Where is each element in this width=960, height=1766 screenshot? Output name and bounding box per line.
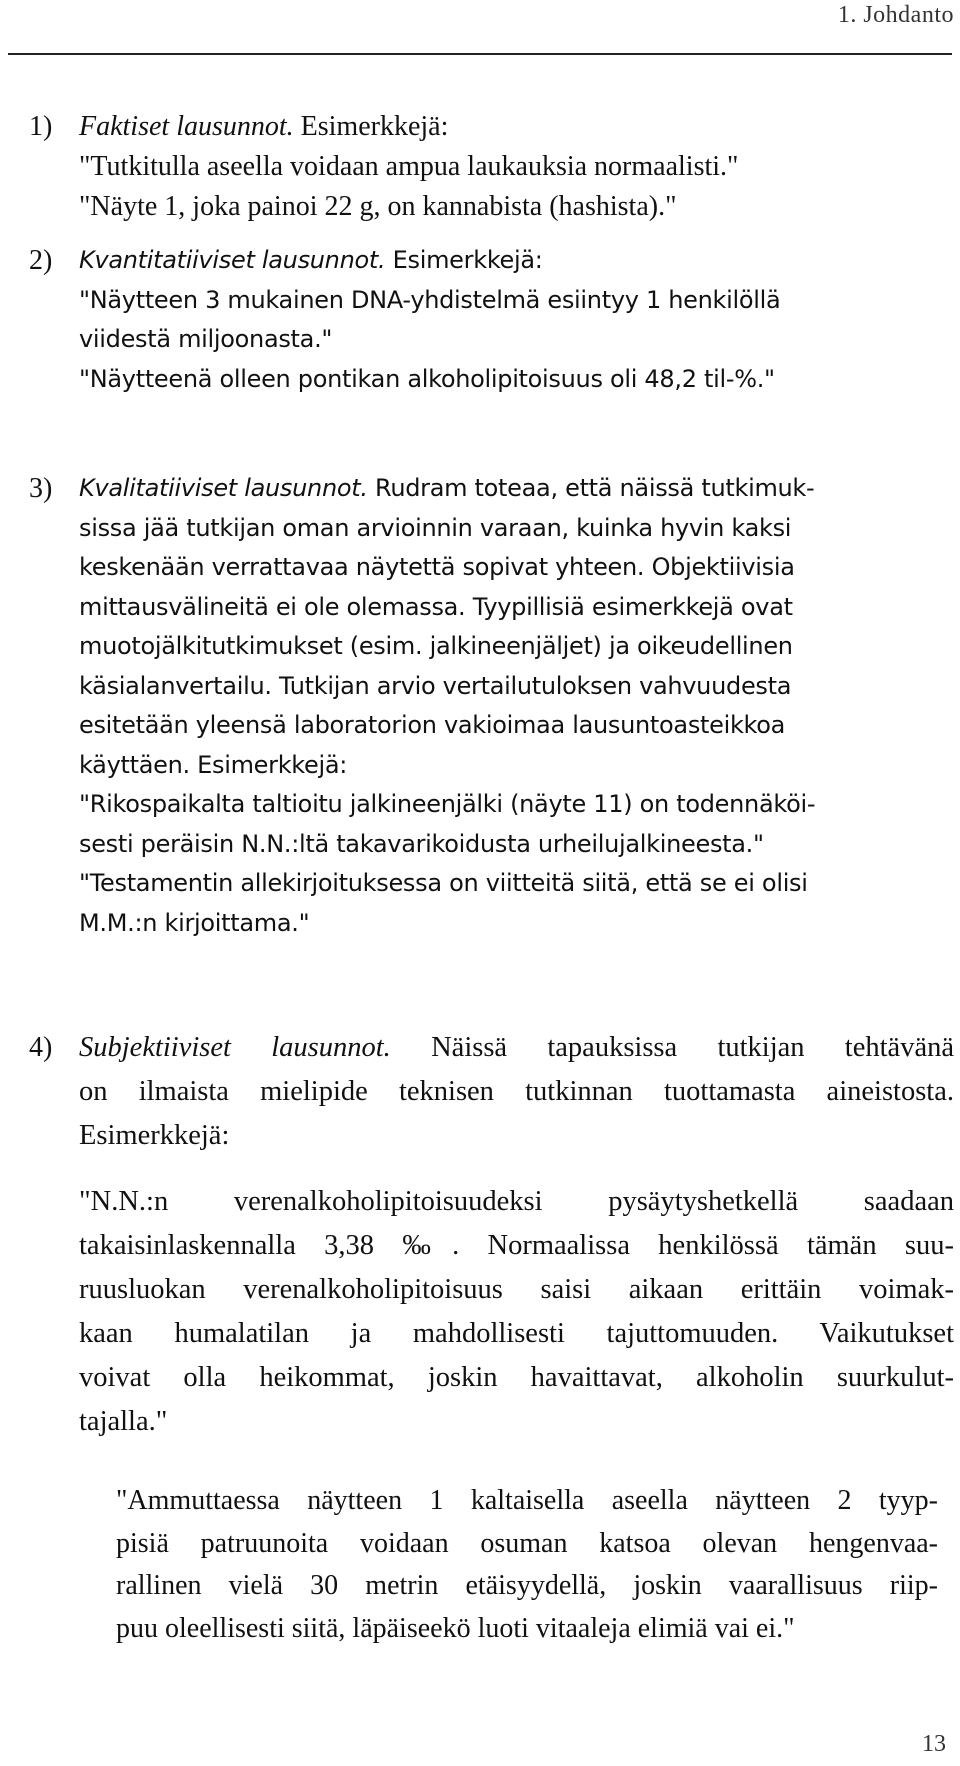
item-text: Esimerkkejä: bbox=[392, 246, 543, 274]
item-number: 2) bbox=[29, 245, 53, 276]
item-text: viidestä miljoonasta." bbox=[79, 325, 333, 353]
item-text: Rudram toteaa, että näissä tutkimuk- bbox=[375, 474, 815, 502]
quote-line: puu oleellisesti siitä, läpäiseekö luoti vitaaleja elimiä vai ei." bbox=[116, 1612, 795, 1644]
item-text: keskenään verrattavaa näytettä sopivat yhteen. Objektiivisia bbox=[79, 553, 795, 581]
item-text: mittausvälineitä ei ole olemassa. Tyypillisiä esimerkkejä ovat bbox=[79, 592, 793, 621]
item-text: ruusluokan verenalkoholipitoisuus saisi aikaan erittäin voimak- bbox=[79, 1274, 954, 1305]
item-text: "N.N.:n verenalkoholipitoisuudeksi pysäytyshetkellä saadaan bbox=[79, 1186, 954, 1217]
header-divider bbox=[8, 53, 952, 55]
item-text: tajalla." bbox=[79, 1406, 168, 1437]
paragraph-spacer bbox=[79, 1158, 954, 1180]
item-lead: Kvalitatiiviset lausunnot. bbox=[79, 474, 368, 502]
item-number: 3) bbox=[29, 473, 53, 504]
list-item-3 bbox=[29, 469, 954, 943]
list-item-1 bbox=[29, 107, 954, 227]
item-text: "Näytteen 3 mukainen DNA-yhdistelmä esiintyy 1 henkilöllä bbox=[79, 285, 781, 314]
item-text: "Näyte 1, joka painoi 22 g, on kannabista (hashista)." bbox=[79, 191, 677, 222]
item-lead: Subjektiiviset lausunnot. bbox=[79, 1032, 391, 1063]
item-text: sissa jää tutkijan oman arvioinnin varaan, kuinka hyvin kaksi bbox=[79, 513, 792, 542]
item-text: sesti peräisin N.N.:ltä takavarikoidusta urheilujalkineesta." bbox=[79, 829, 764, 858]
item-number: 4) bbox=[29, 1032, 53, 1063]
list-item-2 bbox=[29, 241, 954, 399]
item-text: Näissä tapauksissa tutkijan tehtävänä bbox=[431, 1032, 954, 1063]
item-text: takaisinlaskennalla 3,38 ‰. Normaalissa henkilössä tämän suu- bbox=[79, 1230, 954, 1261]
item-text: "Rikospaikalta taltioitu jalkineenjälki (näyte 11) on todennäköi- bbox=[79, 790, 816, 818]
page-number: 13 bbox=[922, 1731, 946, 1757]
item-text: käyttäen. Esimerkkejä: bbox=[79, 750, 348, 779]
item-text: "Testamentin allekirjoituksessa on viitteitä siitä, että se ei olisi bbox=[79, 869, 808, 897]
item-text: kaan humalatilan ja mahdollisesti tajuttomuuden. Vaikutukset bbox=[79, 1318, 954, 1349]
item-text: Esimerkkejä: bbox=[300, 111, 449, 142]
item-text: voivat olla heikommat, joskin havaittavat, alkoholin suurkulut- bbox=[79, 1362, 954, 1393]
item-text: esitetään yleensä laboratorion vakioimaa lausuntoasteikkoa bbox=[79, 711, 786, 739]
item-text: käsialanvertailu. Tutkijan arvio vertailutuloksen vahvuudesta bbox=[79, 671, 792, 700]
item-lead: Faktiset lausunnot. bbox=[79, 111, 294, 142]
chapter-title: 1. Johdanto bbox=[837, 2, 954, 28]
quote-line: pisiä patruunoita voidaan osuman katsoa olevan hengenvaa- bbox=[116, 1527, 938, 1559]
item-lead: Kvantitatiiviset lausunnot. bbox=[79, 246, 386, 274]
quote-line: "Ammuttaessa näytteen 1 kaltaisella aseella näytteen 2 tyyp- bbox=[116, 1485, 938, 1516]
item-text: Esimerkkejä: bbox=[79, 1120, 230, 1151]
quote-line: rallinen vielä 30 metrin etäisyydellä, joskin vaarallisuus riip- bbox=[116, 1570, 938, 1601]
item-text: "Näytteenä olleen pontikan alkoholipitoisuus oli 48,2 til-%." bbox=[79, 364, 775, 393]
item-text: M.M.:n kirjoittama." bbox=[79, 908, 310, 937]
item-number: 1) bbox=[29, 111, 53, 142]
item-text: muotojälkitutkimukset (esim. jalkineenjäljet) ja oikeudellinen bbox=[79, 632, 793, 660]
indented-quote bbox=[116, 1480, 938, 1650]
item-text: on ilmaista mielipide teknisen tutkinnan tuottamasta aineistosta. bbox=[79, 1076, 954, 1107]
item-text: "Tutkitulla aseella voidaan ampua laukauksia normaalisti." bbox=[79, 151, 739, 182]
list-item-4 bbox=[29, 1026, 954, 1444]
